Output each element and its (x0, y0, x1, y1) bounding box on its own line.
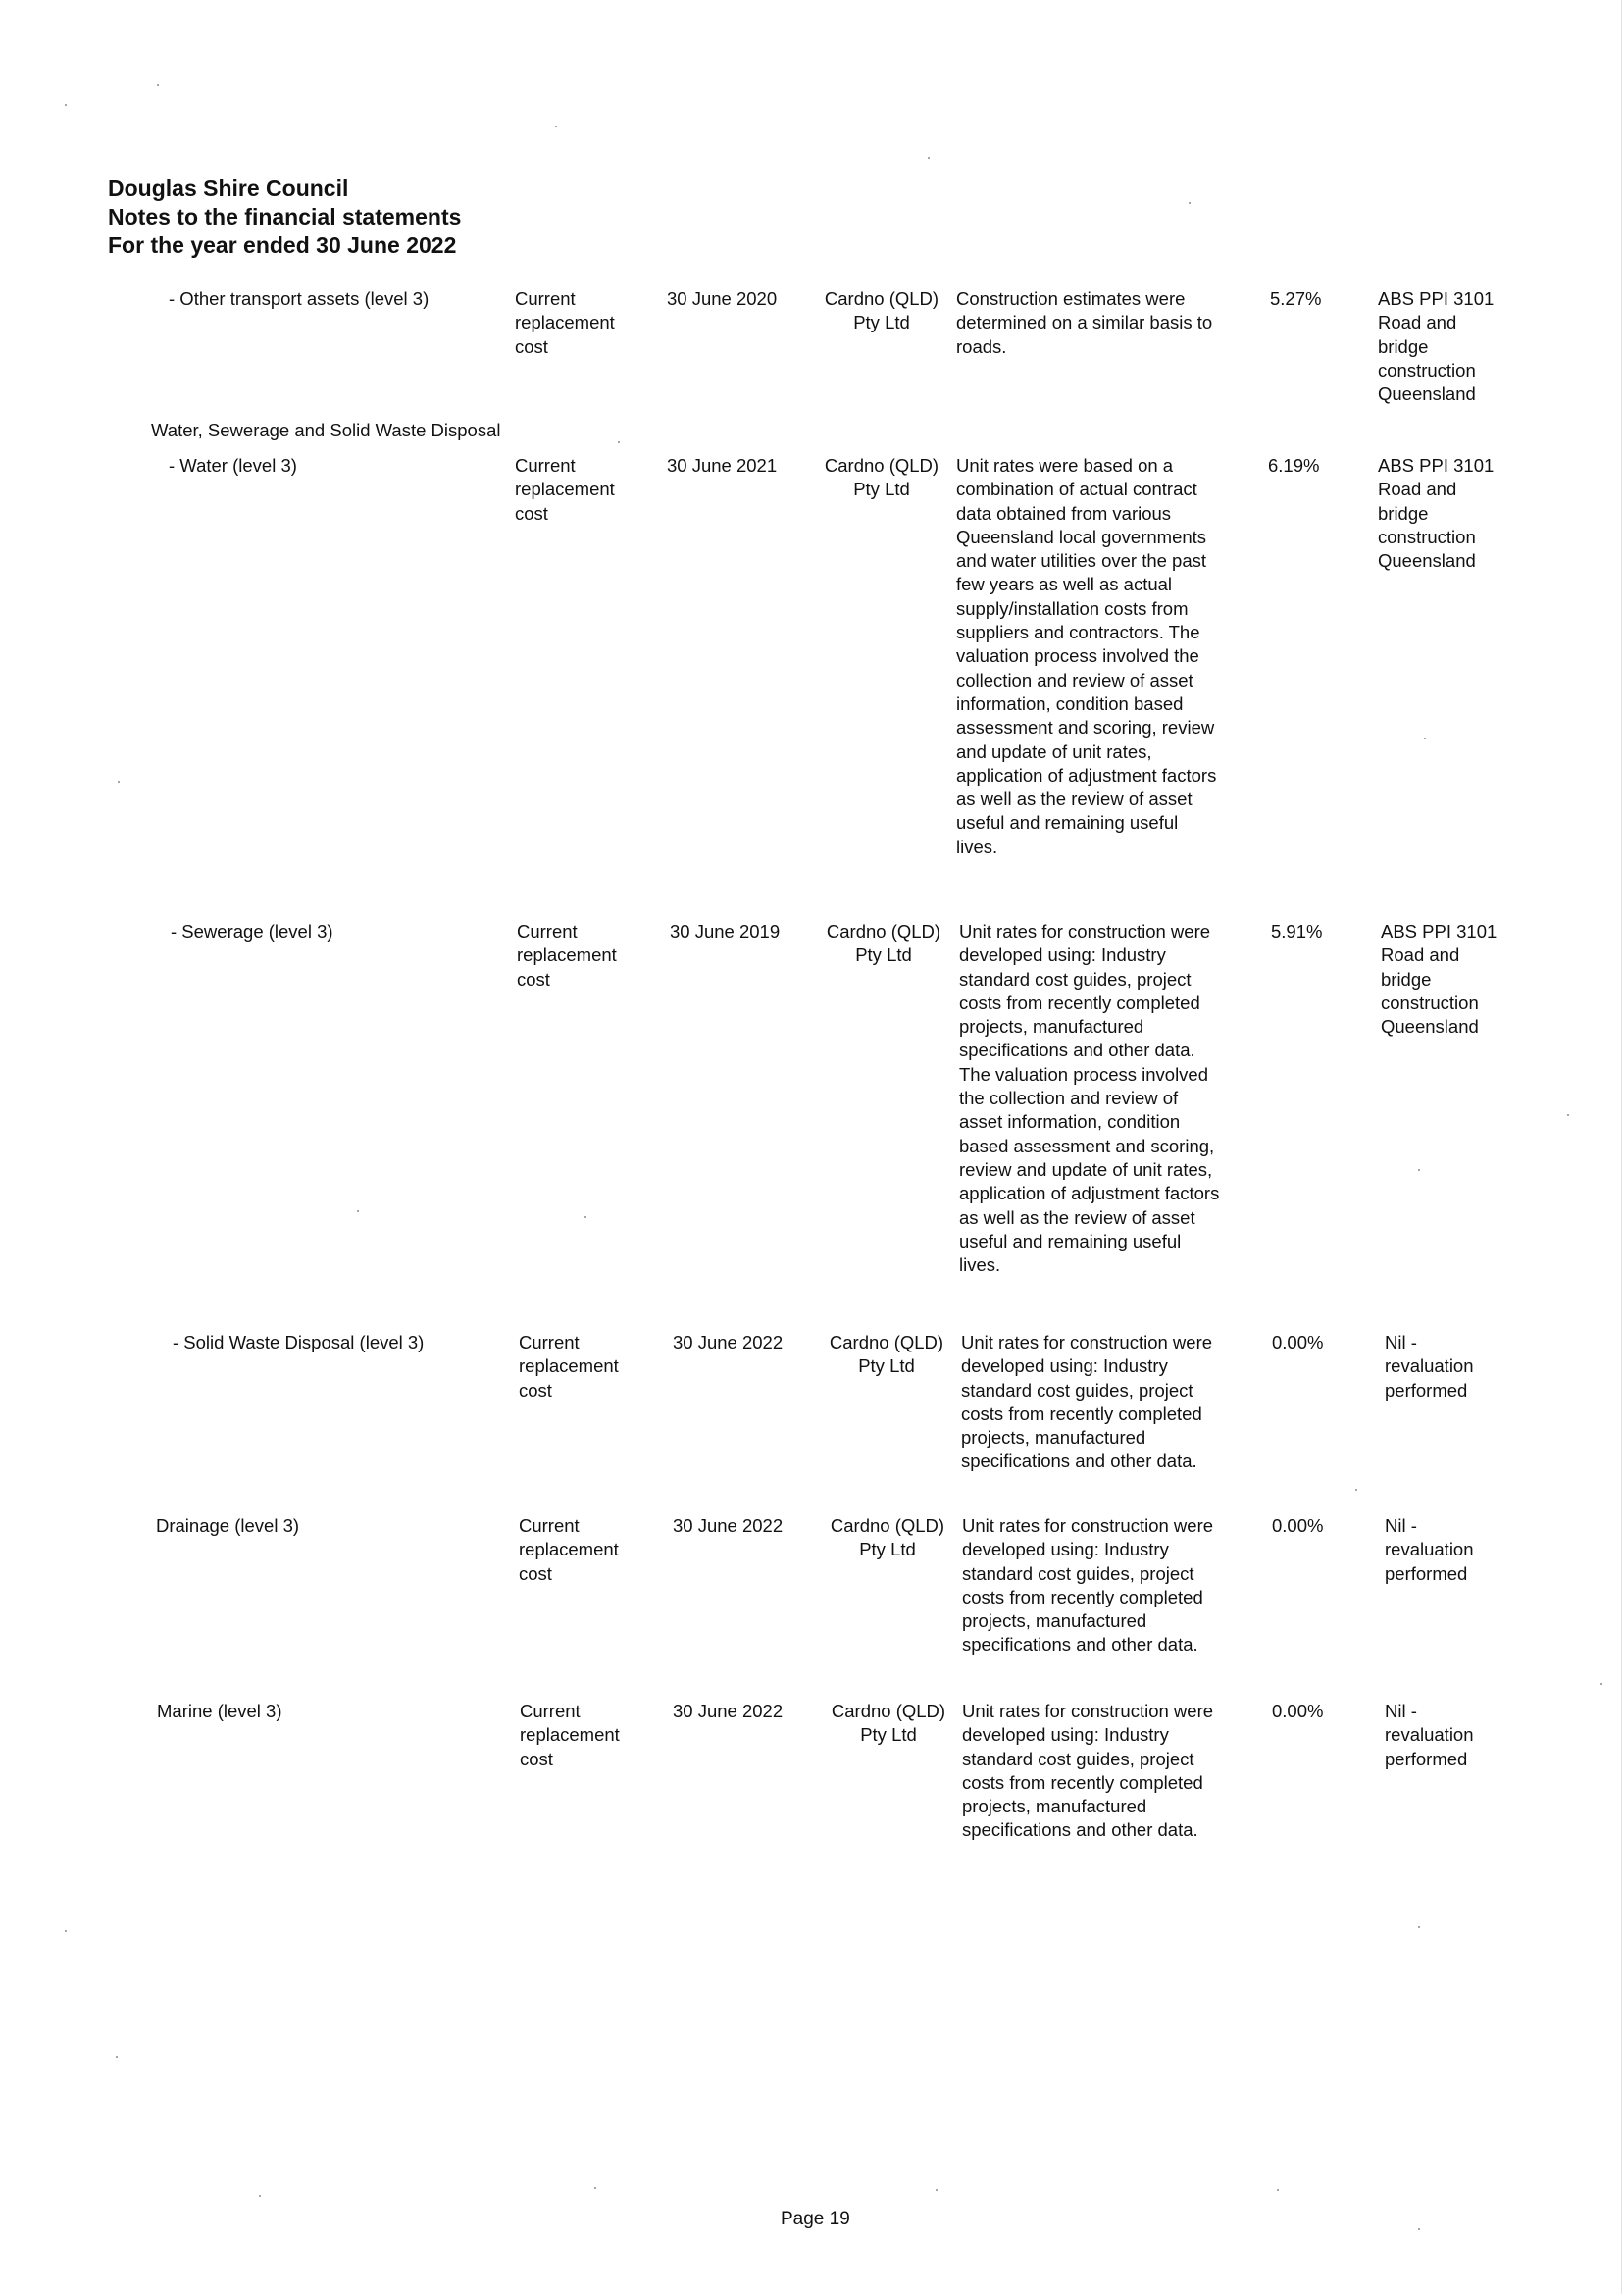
asset-class: Drainage (level 3) (156, 1515, 300, 1536)
valuation-date: 30 June 2022 (673, 1332, 784, 1352)
valuation-method: Current replacement cost (515, 455, 615, 524)
scan-speck (118, 781, 120, 783)
section-label: Water, Sewerage and Solid Waste Disposal (151, 420, 501, 440)
notes-title: Notes to the financial statements (108, 204, 462, 229)
valuation-method: Current replacement cost (520, 1701, 620, 1769)
scan-speck (1567, 1114, 1569, 1116)
scan-speck (1189, 202, 1191, 204)
valuation-description: Unit rates for construction were developed using: Industry standard cost guides, project costs from recently completed projects, manufactured specifications and other data. (962, 1515, 1214, 1656)
scan-speck (584, 1216, 586, 1218)
scan-speck (65, 1930, 67, 1932)
valuation-method: Current replacement cost (519, 1332, 619, 1401)
scan-speck (259, 2195, 261, 2197)
valuer: Cardno (QLD) Pty Ltd (830, 1515, 945, 1560)
scan-speck (1418, 1169, 1420, 1171)
scan-speck (594, 2187, 596, 2189)
index-rate: 0.00% (1272, 1515, 1324, 1536)
valuer: Cardno (QLD) Pty Ltd (824, 455, 939, 500)
index-rate: 5.27% (1270, 288, 1322, 309)
scan-speck (618, 441, 620, 443)
period-title: For the year ended 30 June 2022 (108, 232, 457, 258)
valuer: Cardno (QLD) Pty Ltd (826, 921, 941, 966)
valuation-description: Unit rates for construction were developed using: Industry standard cost guides, project costs from recently completed projects, manufactured specifications and other data. (961, 1332, 1213, 1472)
council-name: Douglas Shire Council (108, 176, 349, 201)
scan-speck (936, 2189, 938, 2191)
index-rate: 6.19% (1268, 455, 1320, 476)
document-header (108, 175, 461, 260)
valuation-date: 30 June 2022 (673, 1701, 784, 1721)
scan-speck (1355, 1489, 1357, 1491)
scan-speck (116, 2056, 118, 2058)
scan-speck (928, 157, 930, 159)
valuation-date: 30 June 2019 (670, 921, 781, 942)
valuation-description: Unit rates for construction were developed using: Industry standard cost guides, project costs from recently completed projects, manufactured specifications and other data. (962, 1701, 1214, 1841)
scan-speck (357, 1210, 359, 1212)
index-rate: 5.91% (1271, 921, 1323, 942)
valuation-description: Construction estimates were determined on a similar basis to roads. (956, 288, 1213, 357)
index-rate: 0.00% (1272, 1701, 1324, 1721)
asset-class: - Other transport assets (level 3) (169, 288, 430, 309)
index-used: ABS PPI 3101 Road and bridge construction Queensland (1378, 455, 1495, 572)
valuation-date: 30 June 2020 (667, 288, 778, 309)
asset-class: Marine (level 3) (157, 1701, 282, 1721)
scan-speck (1418, 2228, 1420, 2230)
scan-speck (1277, 2189, 1279, 2191)
index-used: Nil - revaluation performed (1385, 1515, 1474, 1584)
scan-speck (555, 126, 557, 127)
valuation-date: 30 June 2022 (673, 1515, 784, 1536)
valuation-method: Current replacement cost (515, 288, 615, 357)
page-number: Page 19 (781, 2209, 850, 2229)
asset-class: - Sewerage (level 3) (171, 921, 333, 942)
valuer: Cardno (QLD) Pty Ltd (829, 1332, 944, 1377)
index-used: ABS PPI 3101 Road and bridge construction Queensland (1378, 288, 1495, 405)
scan-edge (1621, 0, 1622, 2294)
valuation-date: 30 June 2021 (667, 455, 778, 476)
valuation-description: Unit rates for construction were developed using: Industry standard cost guides, project costs from recently completed projects, manufactured specifications and other data. The valuation process involved the collection and review of asset information, condition based assessment and scoring, review and update of unit rates, application of adjustment factors as well as the review of asset useful and remaining useful lives. (959, 921, 1220, 1276)
scan-speck (1424, 738, 1426, 739)
index-rate: 0.00% (1272, 1332, 1324, 1352)
index-used: Nil - revaluation performed (1385, 1332, 1474, 1401)
scan-speck (1418, 1926, 1420, 1928)
scan-speck (157, 84, 159, 86)
scan-speck (65, 104, 67, 106)
valuation-method: Current replacement cost (519, 1515, 619, 1584)
asset-class: - Water (level 3) (169, 455, 297, 476)
index-used: ABS PPI 3101 Road and bridge construction Queensland (1381, 921, 1497, 1038)
scan-speck (1600, 1683, 1602, 1685)
index-used: Nil - revaluation performed (1385, 1701, 1474, 1769)
valuer: Cardno (QLD) Pty Ltd (824, 288, 939, 333)
asset-class: - Solid Waste Disposal (level 3) (173, 1332, 425, 1352)
valuer: Cardno (QLD) Pty Ltd (831, 1701, 946, 1746)
valuation-method: Current replacement cost (517, 921, 617, 990)
valuation-description: Unit rates were based on a combination of actual contract data obtained from various Queensland local governments and water utilities over the past few years as well as actual supply/installation costs from suppliers and contractors. The valuation process involved the collection and review of asset information, condition based assessment and scoring, review and update of unit rates, application of adjustment factors as well as the review of asset useful and remaining useful lives. (956, 455, 1217, 857)
